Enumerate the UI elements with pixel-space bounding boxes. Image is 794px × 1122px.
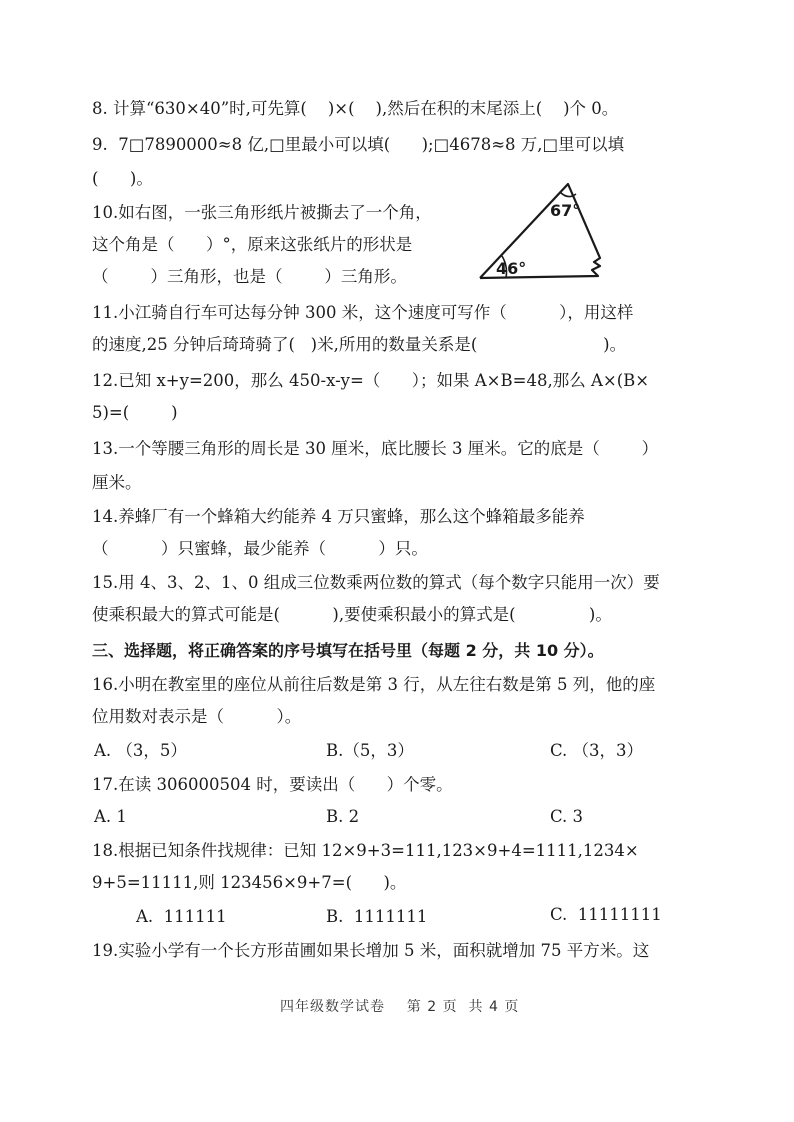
question-10-line-3: （ ）三角形，也是（ ）三角形。 <box>92 267 407 286</box>
question-18-option-b: B. 1111111 <box>326 907 428 926</box>
question-15-line-2: 使乘积最大的算式可能是( ),要使乘积最小的算式是( )。 <box>92 605 612 624</box>
question-11-line-2: 的速度,25 分钟后琦琦骑了( )米,所用的数量关系是( )。 <box>92 335 627 354</box>
question-14-line-2: （ ）只蜜蜂，最少能养（ ）只。 <box>92 539 428 558</box>
question-18-option-a: A. 111111 <box>136 907 227 926</box>
question-18-option-c: C. 11111111 <box>550 905 662 924</box>
question-9-line-1: 9. 7□7890000≈8 亿,□里最小可以填( );□4678≈8 万,□里可以填 <box>92 135 625 154</box>
question-16-line-1: 16.小明在教室里的座位从前往后数是第 3 行，从左往右数是第 5 列，他的座 <box>92 675 656 694</box>
question-11-line-1: 11.小江骑自行车可达每分钟 300 米，这个速度可写作（ ），用这样 <box>92 303 634 322</box>
question-16-option-a: A. （3，5） <box>94 741 187 760</box>
question-15-line-1: 15.用 4、3、2、1、0 组成三位数乘两位数的算式（每个数字只能用一次）要 <box>92 573 660 592</box>
question-12-line-2: 5)=( ) <box>92 403 178 422</box>
question-17-option-b: B. 2 <box>326 807 360 826</box>
section-3-heading: 三、选择题，将正确答案的序号填写在括号里（每题 2 分，共 10 分）。 <box>92 641 604 660</box>
question-18-line-2: 9+5=11111,则 123456×9+7=( )。 <box>92 873 407 892</box>
question-17-option-a: A. 1 <box>94 807 127 826</box>
question-12-line-1: 12.已知 x+y=200，那么 450-x-y=（ ）；如果 A×B=48,那么 A×(B× <box>92 371 650 390</box>
question-16-option-c: C. （3，3） <box>550 741 644 760</box>
page-footer: 四年级数学试卷 第 2 页 共 4 页 <box>280 999 520 1015</box>
question-19-line-1: 19.实验小学有一个长方形苗圃如果长增加 5 米，面积就增加 75 平方米。这 <box>92 941 650 960</box>
top-angle-label: 67° <box>550 201 581 220</box>
question-17: 17.在读 306000504 时，要读出（ ）个零。 <box>92 775 453 794</box>
question-8: 8. 计算“630×40”时,可先算( )×( ),然后在积的末尾添上( )个 0。 <box>92 99 619 118</box>
question-13-line-2: 厘米。 <box>92 473 142 492</box>
question-10-line-1: 10.如右图，一张三角形纸片被撕去了一个角， <box>92 203 432 222</box>
question-14-line-1: 14.养蜂厂有一个蜂箱大约能养 4 万只蜜蜂，那么这个蜂箱最多能养 <box>92 507 585 526</box>
question-17-option-c: C. 3 <box>550 807 584 826</box>
question-18-line-1: 18.根据已知条件找规律：已知 12×9+3=111,123×9+4=1111,1234× <box>92 841 639 860</box>
question-13-line-1: 13.一个等腰三角形的周长是 30 厘米，底比腰长 3 厘米。它的底是（ ） <box>92 439 659 458</box>
question-9-line-2: ( )。 <box>92 169 153 188</box>
question-16-line-2: 位用数对表示是（ ）。 <box>92 707 302 726</box>
question-10-line-2: 这个角是（ ）°，原来这张纸片的形状是 <box>92 235 413 254</box>
left-angle-label: 46° <box>496 259 527 278</box>
torn-triangle-figure <box>472 178 606 284</box>
question-16-option-b: B.（5，3） <box>326 741 414 760</box>
triangle-drawing <box>472 178 606 284</box>
